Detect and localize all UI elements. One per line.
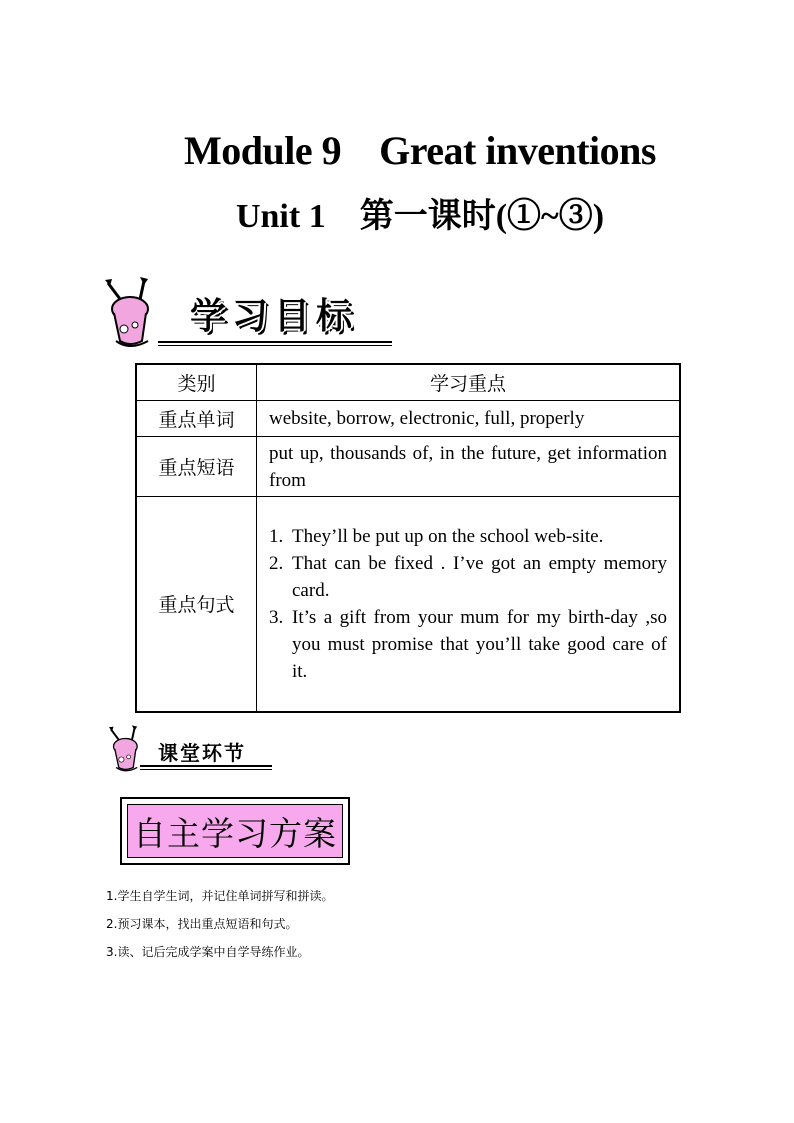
table-header-row bbox=[136, 364, 680, 401]
row-content bbox=[257, 497, 681, 712]
row-category: 重点句式 bbox=[136, 497, 257, 712]
pencil-cup-icon bbox=[100, 275, 162, 351]
table-row bbox=[136, 497, 680, 712]
section-learning-goals-label: 学习目标 bbox=[190, 296, 359, 337]
self-study-plan-title: 自主学习方案 bbox=[133, 813, 337, 853]
table-header-category: 类别 bbox=[136, 364, 257, 401]
step-item: 1.学生自学生词，并记住单词拼写和拼读。 bbox=[106, 889, 334, 903]
table-row bbox=[136, 437, 680, 497]
step-item: 3.读、记后完成学案中自学导练作业。 bbox=[106, 945, 310, 959]
learning-goals-table bbox=[135, 363, 681, 713]
module-title: Module 9 Great inventions bbox=[184, 128, 656, 173]
table-row bbox=[136, 401, 680, 437]
unit-title: Unit 1 第一课时(①~③) bbox=[235, 198, 605, 235]
section-divider bbox=[158, 345, 392, 346]
self-study-plan-box bbox=[120, 797, 350, 865]
step-item: 2.预习课本，找出重点短语和句式。 bbox=[106, 917, 298, 931]
sentence-list bbox=[269, 523, 667, 685]
row-category: 重点短语 bbox=[136, 437, 257, 497]
section-divider bbox=[140, 765, 272, 767]
list-item: 3. It’s a gift from your mum for my birth-day ,so you must promise that you’ll take good care of it. bbox=[269, 606, 667, 682]
list-item: 2. That can be fixed . I’ve got an empty memory card. bbox=[269, 552, 667, 601]
list-item: 1. They’ll be put up on the school web-site. bbox=[269, 525, 604, 547]
row-content: put up, thousands of, in the future, get information from bbox=[257, 437, 681, 497]
section-divider bbox=[158, 341, 392, 343]
row-content: website, borrow, electronic, full, properly bbox=[257, 401, 681, 437]
section-divider bbox=[140, 769, 272, 770]
section-class-activities-label: 课堂环节 bbox=[158, 741, 246, 765]
row-category: 重点单词 bbox=[136, 401, 257, 437]
table-header-focus: 学习重点 bbox=[257, 364, 681, 401]
